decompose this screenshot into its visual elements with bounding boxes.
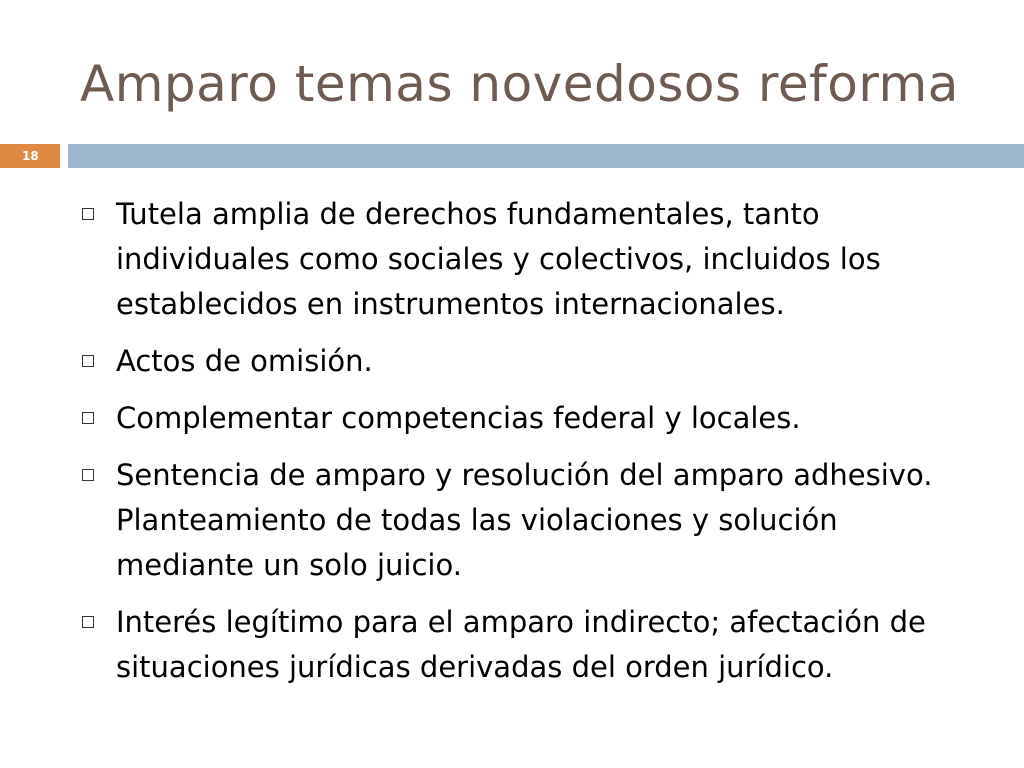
- bullet-item: [78, 453, 978, 588]
- slide-title: Amparo temas novedosos reforma: [80, 55, 959, 113]
- title-divider-bar: [68, 144, 1024, 168]
- bullet-item: [78, 192, 978, 327]
- bullet-text: Actos de omisión.: [116, 344, 373, 378]
- square-bullet-icon: [82, 412, 94, 424]
- square-bullet-icon: [82, 355, 94, 367]
- bullet-item: [78, 600, 978, 690]
- bullet-text: Interés legítimo para el amparo indirecto; afectación de situaciones jurídicas derivadas del orden jurídico.: [116, 605, 926, 684]
- bullet-item: [78, 396, 978, 441]
- square-bullet-icon: [82, 469, 94, 481]
- square-bullet-icon: [82, 208, 94, 220]
- bullet-item: [78, 339, 978, 384]
- bullet-text: Tutela amplia de derechos fundamentales, tanto individuales como sociales y colectivos, incluidos los establecidos en instrumentos internacionales.: [116, 197, 881, 321]
- bullet-text: Complementar competencias federal y locales.: [116, 401, 801, 435]
- square-bullet-icon: [82, 616, 94, 628]
- bullet-text: Sentencia de amparo y resolución del amparo adhesivo. Planteamiento de todas las violaciones y solución mediante un solo juicio.: [116, 458, 933, 582]
- page-number-badge: 18: [0, 144, 60, 168]
- bullet-list: [78, 192, 978, 702]
